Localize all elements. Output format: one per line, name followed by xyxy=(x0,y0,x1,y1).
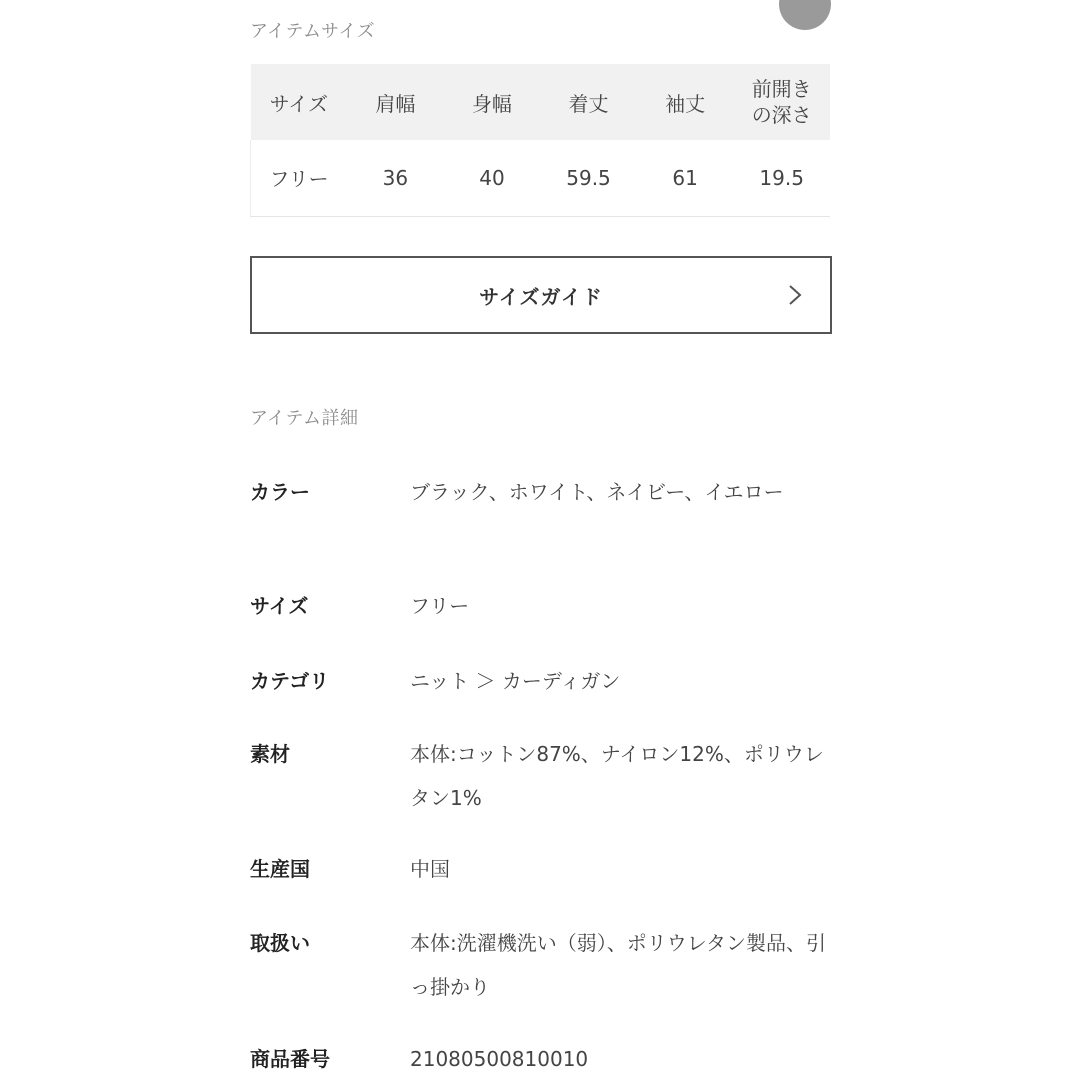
detail-key: カテゴリ xyxy=(250,669,330,693)
size-table-header: 身幅 xyxy=(471,91,512,116)
detail-value[interactable]: ニット ＞ カーディガン xyxy=(410,669,621,693)
size-table-header-line: 前開き xyxy=(751,77,812,101)
size-guide-label: サイズガイド xyxy=(479,284,603,309)
size-table-header: 袖丈 xyxy=(665,91,706,116)
size-guide-button[interactable] xyxy=(250,256,832,334)
detail-value: 本体:洗濯機洗い（弱）、ポリウレタン製品、引っ掛かり xyxy=(410,931,826,999)
size-table-cell: 61 xyxy=(672,165,698,190)
detail-key: 商品番号 xyxy=(250,1047,330,1071)
detail-key: 生産国 xyxy=(250,857,310,881)
detail-key: 取扱い xyxy=(250,931,310,955)
table-row xyxy=(251,140,831,216)
size-table-cell: 40 xyxy=(479,165,505,190)
detail-value: ブラック、ホワイト、ネイビー、イエロー xyxy=(410,480,784,504)
detail-value: 本体:コットン87%、ナイロン12%、ポリウレタン1% xyxy=(410,742,824,810)
size-table-header xyxy=(733,64,830,140)
detail-value: フリー xyxy=(410,594,470,618)
size-table-header-row xyxy=(251,64,831,140)
item-size-heading: アイテムサイズ xyxy=(250,21,376,42)
size-table-cell: 36 xyxy=(382,165,409,190)
size-table xyxy=(250,64,830,217)
size-table-header-line: の深さ xyxy=(751,103,812,127)
size-table-cell: 59.5 xyxy=(566,165,611,190)
detail-key: カラー xyxy=(250,480,310,504)
size-table-header: 着丈 xyxy=(568,91,609,116)
item-details-heading: アイテム詳細 xyxy=(250,408,359,429)
detail-key: 素材 xyxy=(250,742,290,766)
size-table-header: サイズ xyxy=(269,91,328,116)
size-table-header: 肩幅 xyxy=(375,91,416,116)
size-table-cell: 19.5 xyxy=(759,165,804,190)
detail-value: 21080500810010 xyxy=(410,1047,589,1071)
detail-key: サイズ xyxy=(250,594,309,618)
floating-action-button[interactable] xyxy=(779,0,831,30)
size-table-cell: フリー xyxy=(269,167,329,192)
chevron-right-icon xyxy=(784,284,806,306)
detail-value: 中国 xyxy=(410,857,450,881)
